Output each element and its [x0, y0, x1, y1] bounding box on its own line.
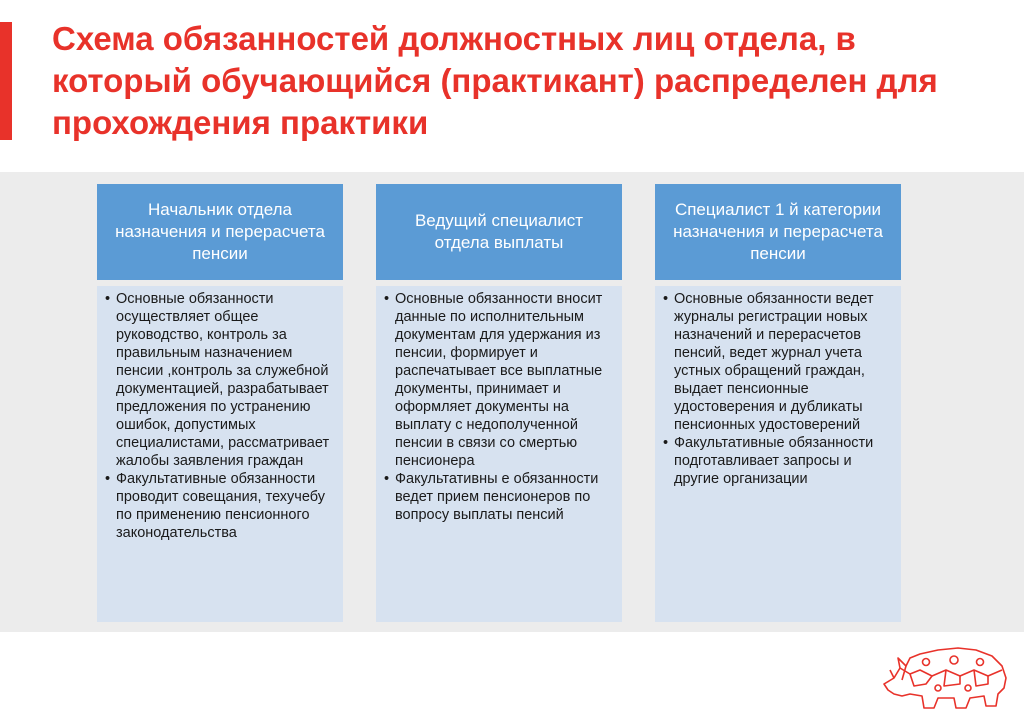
column-body — [97, 286, 343, 622]
column-body — [655, 286, 901, 622]
column-body — [376, 286, 622, 622]
column-lead-specialist — [376, 184, 622, 622]
slide-title: Схема обязанностей должностных лиц отдела, в который обучающийся (практикант) распределен для прохождения практики — [52, 20, 938, 141]
column-header: Ведущий специалист отдела выплаты — [376, 184, 622, 280]
column-head-of-department — [97, 184, 343, 622]
list-item: • Основные обязанности осуществляет общее руководство, контроль за правильным назначением пенсии ,контроль за служебной документацией, разрабатывает предложения по устранению ошибок, допустимых специалистами, рассматривает жалобы заявления граждан — [105, 290, 337, 470]
list-item: • Факультативные обязанности проводит совещания, техучебу по применению пенсионного законодательства — [105, 470, 337, 542]
duties-list — [105, 290, 337, 542]
list-item: • Основные обязанности ведет журналы регистрации новых назначений и перерасчетов пенсий, ведет журнал учета устных обращений граждан, выдает пенсионные удостоверения и дубликаты пенсионных удостоверений — [663, 290, 895, 434]
duties-list — [384, 290, 616, 524]
list-item: • Факультативны е обязанности ведет прием пенсионеров по вопросу выплаты пенсий — [384, 470, 616, 524]
accent-bar — [0, 22, 12, 140]
duties-list — [663, 290, 895, 488]
column-header: Специалист 1 й категории назначения и перерасчета пенсии — [655, 184, 901, 280]
rhino-logo-icon — [880, 640, 1010, 714]
list-item: • Основные обязанности вносит данные по исполнительным документам для удержания из пенсии, формирует и распечатывает все выплатные документы, принимает и оформляет документы на выплату с недополученной пенсии в связи со смертью пенсионера — [384, 290, 616, 470]
column-specialist-1st-category — [655, 184, 901, 622]
column-header: Начальник отдела назначения и перерасчета пенсии — [97, 184, 343, 280]
list-item: • Факультативные обязанности подготавливает запросы и другие организации — [663, 434, 895, 488]
